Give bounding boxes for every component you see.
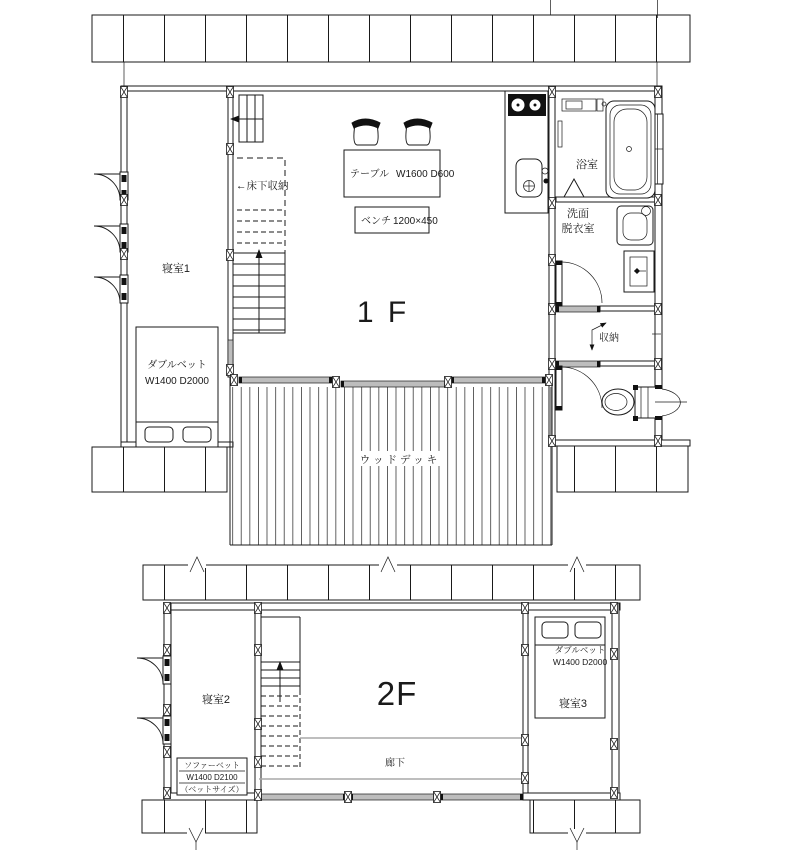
bed3-label-line1: ダブルベット xyxy=(554,645,606,655)
washroom-fixtures xyxy=(556,206,654,306)
floor1-plan xyxy=(92,0,690,545)
staircase-2f xyxy=(261,617,300,768)
table-label: テーブル xyxy=(350,169,390,180)
eave-band-top-1f xyxy=(92,0,690,86)
room-label-washroom-1: 洗面 xyxy=(567,208,589,220)
wood-deck-label: ウッドデッキ xyxy=(359,454,441,466)
bed3-label-line2: W1400 D2000 xyxy=(552,657,608,667)
room-label-bedroom2: 寝室2 xyxy=(201,694,231,706)
room-label-bath: 浴室 xyxy=(576,159,598,171)
floor2-label: 2F xyxy=(376,675,418,712)
room-label-washroom-2: 脱衣室 xyxy=(561,223,595,235)
double-bed-1f xyxy=(136,327,218,447)
room-label-storage: 収納 xyxy=(599,333,619,344)
room-label-bedroom3: 寝室3 xyxy=(558,698,588,710)
floor2-plan xyxy=(137,557,640,850)
bathroom-fixtures xyxy=(558,99,655,198)
sofa-bed-line2: W1400 D2100 xyxy=(186,773,238,782)
room-label-corridor: 廊下 xyxy=(385,758,405,769)
casement-windows-1f xyxy=(94,172,128,303)
sofa-bed-line1: ソファーベット xyxy=(184,761,240,770)
bench-label: ベンチ xyxy=(361,216,391,227)
eave-band-top-2f xyxy=(143,557,640,600)
kitchen-counter xyxy=(505,91,549,213)
floor1-label: 1 F xyxy=(356,296,410,329)
bed1-label-line1: ダブルベット xyxy=(147,360,207,371)
bed1-label-line2: W1400 D2000 xyxy=(145,376,209,387)
entry-toilet xyxy=(556,366,687,421)
underfloor-storage-label: ←床下収納 xyxy=(236,180,289,192)
staircase-1f xyxy=(231,95,285,333)
sofa-bed-line3: （ベットサイズ） xyxy=(180,785,244,794)
room-label-bedroom1: 寝室1 xyxy=(161,263,191,275)
table-size: W1600 D600 xyxy=(396,169,455,180)
bench-size: 1200×450 xyxy=(393,216,438,227)
eave-bands-bottom-2f xyxy=(142,800,640,850)
